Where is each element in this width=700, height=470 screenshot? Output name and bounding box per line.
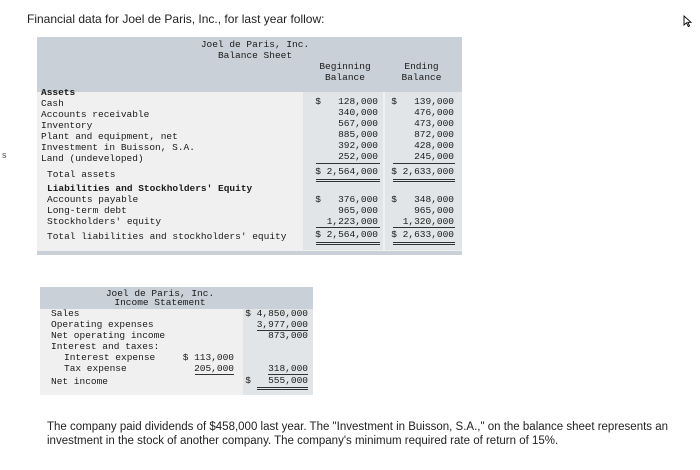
total-assets-beginning: $ 2,564,000	[315, 166, 378, 177]
interest-and-taxes-total: 318,000	[268, 363, 308, 374]
tax-sub-labels: Interest expense Tax expense	[64, 352, 156, 374]
beginning-balance-header: Beginning Balance	[319, 61, 371, 83]
liability-labels: Accounts payable Long-term debt Stockholders' equity	[47, 194, 162, 227]
assets-subtotal-rule-end	[393, 163, 455, 164]
balance-sheet-footer-band	[37, 251, 462, 255]
income-labels: Sales Operating expenses Net operating income Interest and taxes:	[51, 308, 166, 352]
liabilities-subtotal-rule-begin	[316, 227, 380, 228]
total-liabilities-label: Total liabilities and stockholders' equity	[47, 231, 287, 242]
net-income-value: $ 555,000	[245, 375, 308, 386]
total-liabilities-beginning: $ 2,564,000	[315, 229, 378, 240]
liabilities-heading: Liabilities and Stockholders' Equity	[47, 183, 253, 194]
tax-sub-rule	[195, 374, 234, 375]
asset-labels: Cash Accounts receivable Inventory Plant and equipment, net Investment in Buisson, S.A. Land (undeveloped)	[41, 98, 195, 164]
total-assets-ending: $ 2,633,000	[391, 166, 454, 177]
net-income-double-rule	[257, 387, 308, 390]
edge-mark: s	[2, 150, 7, 160]
total-assets-double-rule-end	[393, 179, 455, 182]
tax-sub-values: $ 113,000 205,000	[182, 352, 234, 374]
ending-balance-header: Ending Balance	[401, 61, 442, 83]
intro-text: Financial data for Joel de Paris, Inc., for last year follow:	[27, 12, 325, 26]
operating-expense-rule	[257, 330, 308, 331]
assets-subtotal-rule-begin	[316, 163, 380, 164]
dividend-note: The company paid dividends of $458,000 last year. The "Investment in Buisson, S.A.," on the balance sheet represents an investment in the stock of another company. The company's minimum required rate of return of 15%.	[47, 421, 669, 447]
liability-beginning-values: $ 376,000 965,000 1,223,000	[315, 194, 378, 227]
total-assets-double-rule-begin	[316, 179, 380, 182]
asset-beginning-values: $ 128,000 340,000 567,000 885,000 392,000 252,000	[315, 96, 378, 162]
total-liabilities-ending: $ 2,633,000	[391, 229, 454, 240]
liabilities-subtotal-rule-end	[393, 227, 455, 228]
net-income-label: Net income	[51, 376, 109, 387]
balance-sheet-company: Joel de Paris, Inc.	[200, 39, 310, 50]
total-liabilities-double-rule-end	[393, 242, 455, 245]
income-statement-company: Joel de Paris, Inc.	[105, 288, 215, 299]
income-statement-title: Income Statement	[114, 297, 206, 308]
balance-sheet-title: Balance Sheet	[217, 50, 293, 61]
asset-ending-values: $ 139,000 476,000 473,000 872,000 428,000 245,000	[391, 96, 454, 162]
cursor-icon	[683, 15, 693, 27]
total-assets-label: Total assets	[47, 169, 116, 180]
total-liabilities-double-rule-begin	[316, 242, 380, 245]
assets-heading: Assets	[41, 87, 76, 98]
income-values: $ 4,850,000 3,977,000 873,000	[245, 308, 308, 341]
liability-ending-values: $ 348,000 965,000 1,320,000	[391, 194, 454, 227]
